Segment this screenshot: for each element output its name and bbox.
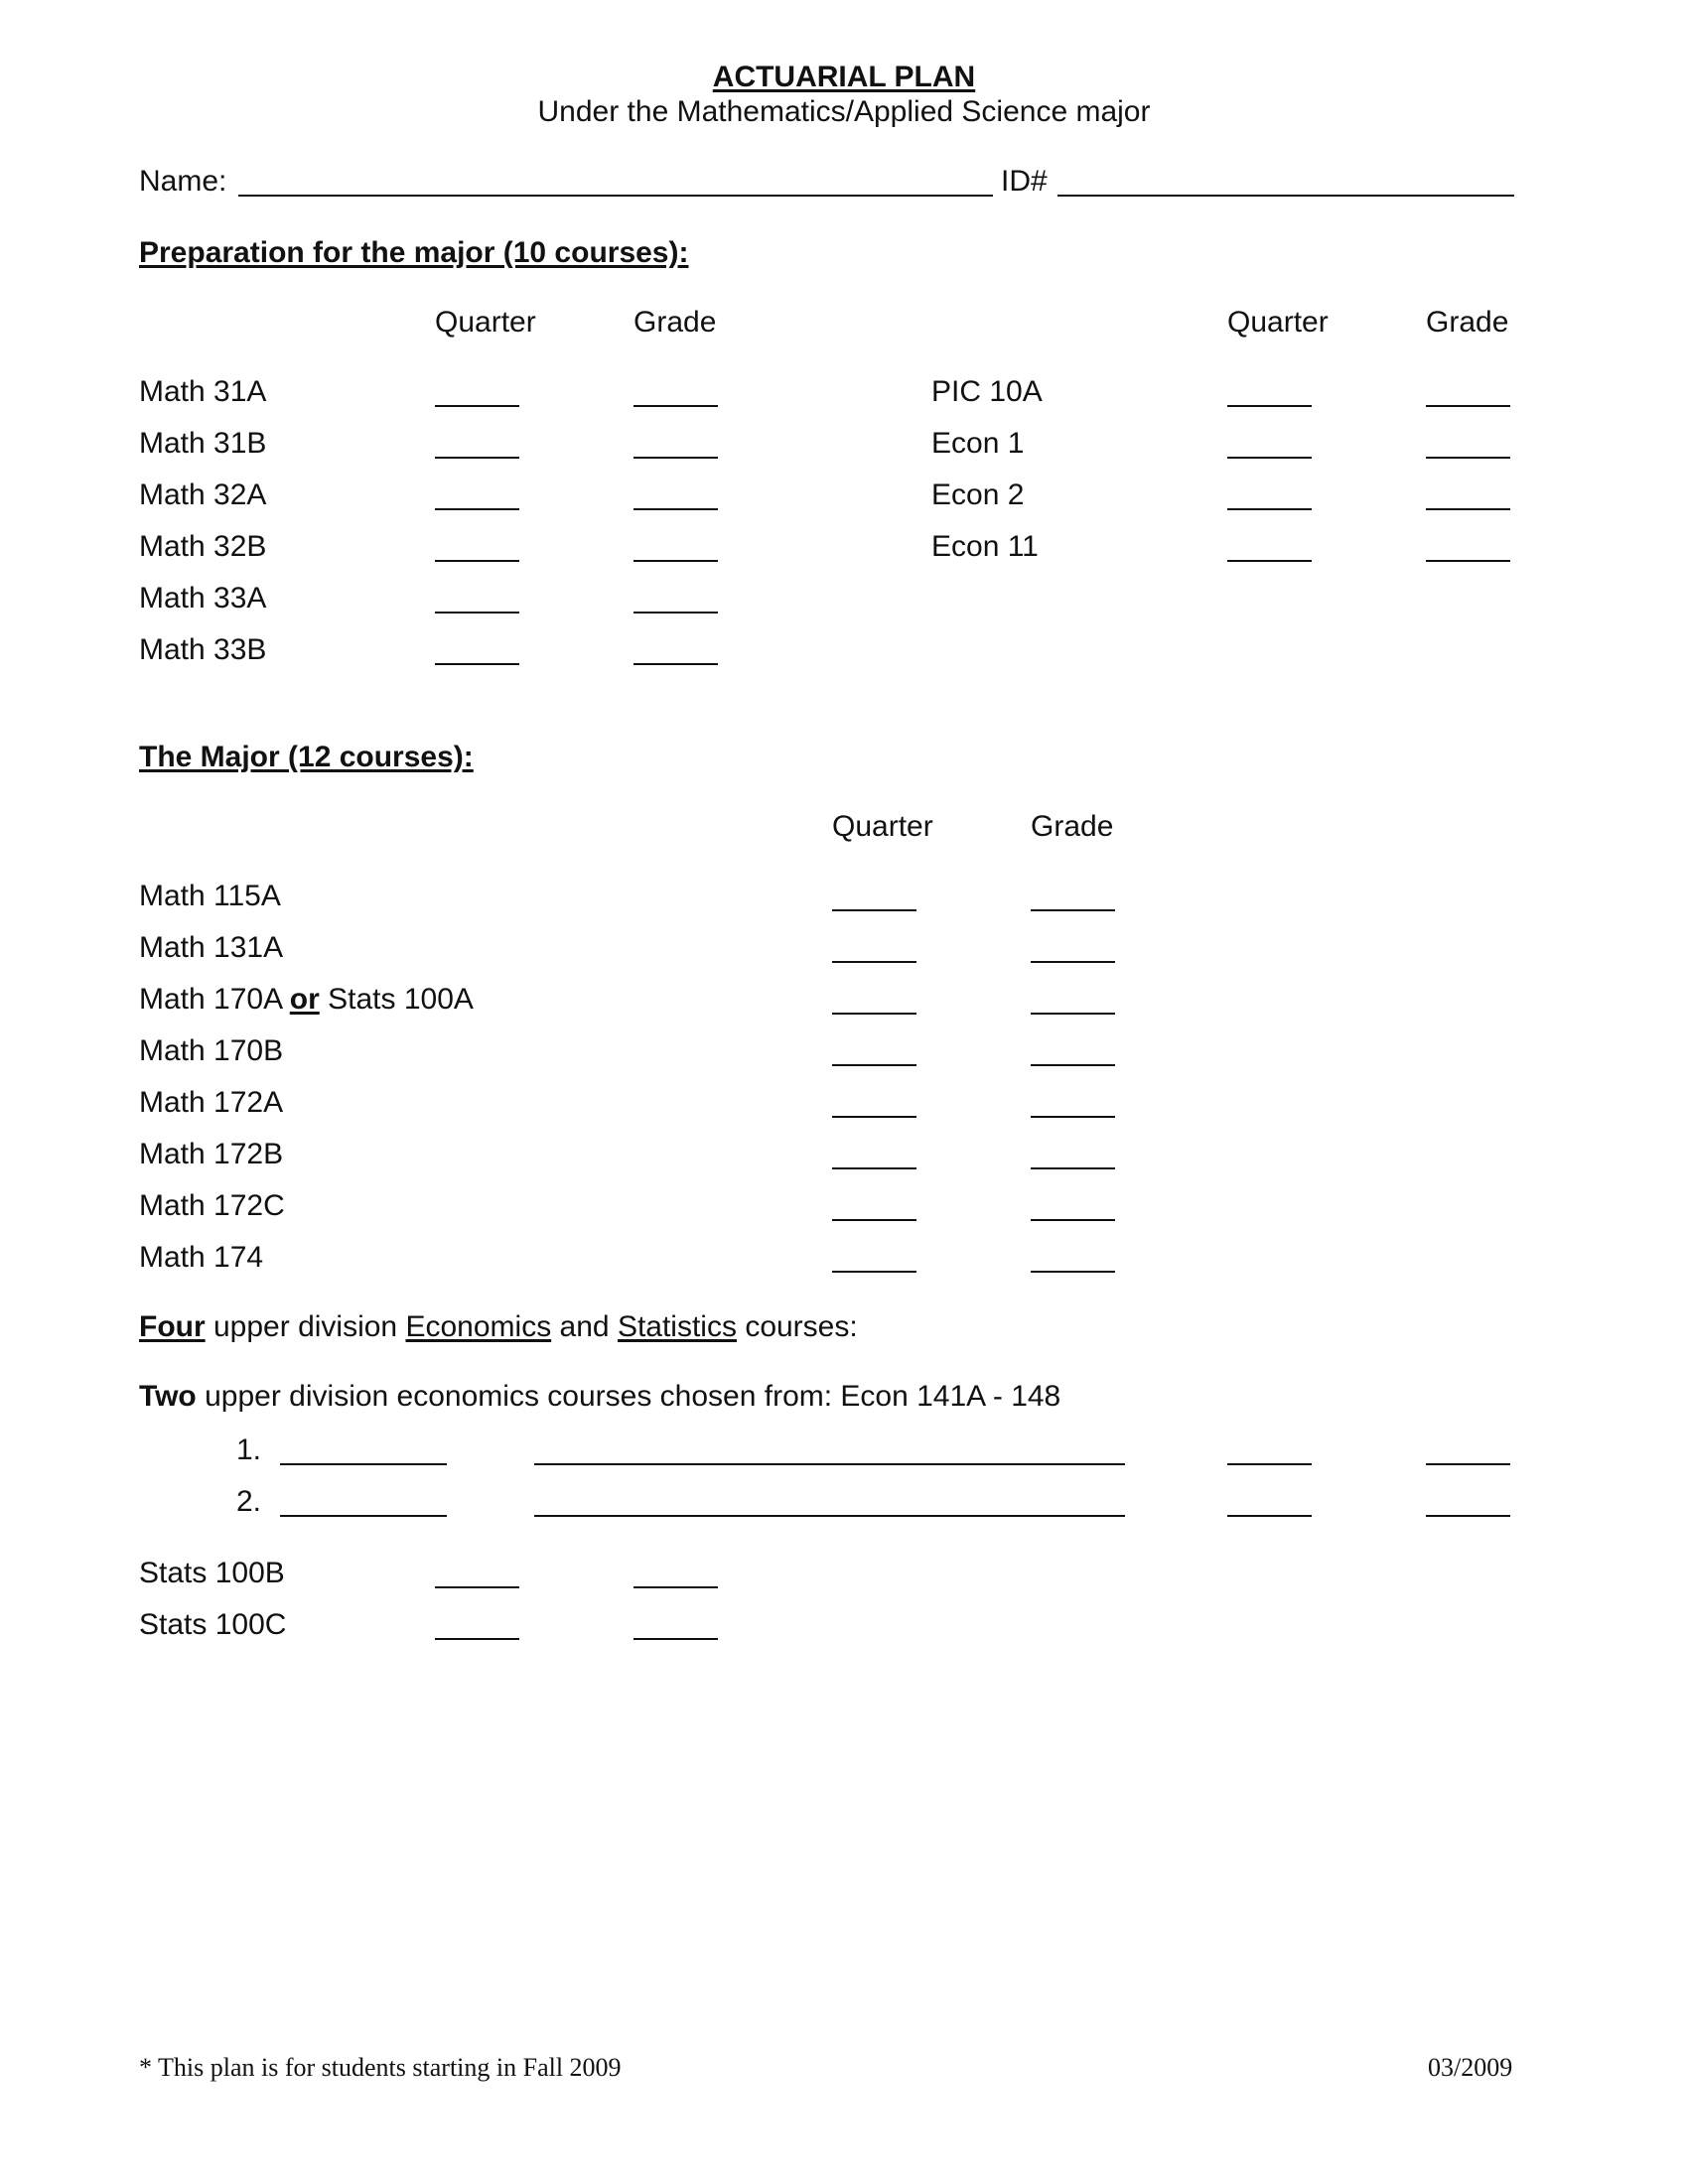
id-field[interactable] [1057, 195, 1514, 197]
course-math-172c: Math 172C [139, 1189, 285, 1222]
course-econ-1: Econ 1 [931, 427, 1025, 460]
quarter-field[interactable] [1227, 508, 1312, 510]
quarter-field[interactable] [1227, 1463, 1312, 1465]
course-math-32b: Math 32B [139, 530, 267, 563]
course-math-31b: Math 31B [139, 427, 267, 460]
course-stats-100c: Stats 100C [139, 1608, 287, 1641]
quarter-field[interactable] [435, 457, 519, 459]
quarter-field[interactable] [1227, 1515, 1312, 1517]
econ-course-number-field[interactable] [280, 1515, 447, 1517]
quarter-field[interactable] [832, 961, 916, 963]
grade-field[interactable] [1031, 1167, 1115, 1169]
econ-text: upper division economics courses chosen from: Econ 141A - 148 [205, 1380, 1061, 1413]
quarter-field[interactable] [435, 663, 519, 665]
quarter-field[interactable] [832, 1271, 916, 1273]
grade-field[interactable] [1031, 1064, 1115, 1066]
econ-course-number-field[interactable] [280, 1463, 447, 1465]
course-math-131a: Math 131A [139, 931, 284, 964]
course-math-172b: Math 172B [139, 1138, 284, 1170]
course-math-174: Math 174 [139, 1241, 264, 1274]
course-math-33b: Math 33B [139, 633, 267, 666]
or-word: or [289, 983, 320, 1016]
id-label: ID# [1001, 165, 1048, 198]
quarter-field[interactable] [435, 612, 519, 614]
major-grade-header: Grade [1031, 810, 1114, 843]
name-label: Name: [139, 165, 227, 198]
footer-date: 03/2009 [1428, 2053, 1513, 2082]
quarter-field[interactable] [1227, 560, 1312, 562]
grade-field[interactable] [633, 612, 718, 614]
major-quarter-header: Quarter [832, 810, 933, 843]
footer-note: * This plan is for students starting in Fall 2009 [139, 2053, 622, 2082]
four-word: Four [139, 1310, 206, 1343]
course-stats-100b: Stats 100B [139, 1557, 285, 1589]
quarter-field[interactable] [435, 508, 519, 510]
quarter-field[interactable] [435, 1586, 519, 1588]
major-heading: The Major (12 courses): [139, 741, 474, 773]
quarter-field[interactable] [832, 1116, 916, 1118]
prep-right-grade-header: Grade [1426, 306, 1509, 339]
course-math-170a: Math 170A [139, 983, 282, 1016]
grade-field[interactable] [1426, 457, 1510, 459]
grade-field[interactable] [1426, 1463, 1510, 1465]
upper-text: upper division [213, 1310, 398, 1343]
course-math-33a: Math 33A [139, 582, 267, 614]
courses-word: courses: [745, 1310, 858, 1343]
grade-field[interactable] [633, 1586, 718, 1588]
econ-course-title-field[interactable] [534, 1515, 1125, 1517]
grade-field[interactable] [1031, 1219, 1115, 1221]
page-title: ACTUARIAL PLAN [712, 61, 976, 93]
course-stats-100a: Stats 100A [328, 983, 474, 1016]
econ-course-title-field[interactable] [534, 1463, 1125, 1465]
page-subtitle: Under the Mathematics/Applied Science major [537, 95, 1151, 128]
grade-field[interactable] [633, 1638, 718, 1640]
course-math-31a: Math 31A [139, 375, 267, 408]
prep-left-quarter-header: Quarter [435, 306, 536, 339]
course-math-170b: Math 170B [139, 1034, 284, 1067]
quarter-field[interactable] [832, 1167, 916, 1169]
quarter-field[interactable] [832, 909, 916, 911]
course-math-170a-or-stats-100a [139, 985, 474, 1015]
quarter-field[interactable] [1227, 405, 1312, 407]
grade-field[interactable] [1031, 1116, 1115, 1118]
quarter-field[interactable] [435, 560, 519, 562]
grade-field[interactable] [1031, 1271, 1115, 1273]
prep-right-quarter-header: Quarter [1227, 306, 1329, 339]
grade-field[interactable] [1031, 909, 1115, 911]
quarter-field[interactable] [832, 1013, 916, 1015]
grade-field[interactable] [1426, 508, 1510, 510]
prep-left-grade-header: Grade [633, 306, 717, 339]
upper-division-line [139, 1312, 858, 1342]
grade-field[interactable] [633, 405, 718, 407]
course-math-32a: Math 32A [139, 478, 267, 511]
quarter-field[interactable] [832, 1064, 916, 1066]
grade-field[interactable] [633, 508, 718, 510]
name-field[interactable] [238, 195, 993, 197]
quarter-field[interactable] [1227, 457, 1312, 459]
statistics-word: Statistics [617, 1310, 737, 1343]
preparation-heading: Preparation for the major (10 courses): [139, 236, 689, 269]
econ-item-2-number: 2. [236, 1485, 262, 1518]
course-econ-2: Econ 2 [931, 478, 1025, 511]
grade-field[interactable] [633, 663, 718, 665]
econ-line [139, 1382, 1060, 1412]
quarter-field[interactable] [435, 405, 519, 407]
grade-field[interactable] [1031, 1013, 1115, 1015]
grade-field[interactable] [1426, 1515, 1510, 1517]
course-pic-10a: PIC 10A [931, 375, 1043, 408]
course-econ-11: Econ 11 [931, 530, 1039, 563]
grade-field[interactable] [633, 560, 718, 562]
two-word: Two [139, 1380, 197, 1413]
grade-field[interactable] [1426, 560, 1510, 562]
grade-field[interactable] [1031, 961, 1115, 963]
economics-word: Economics [405, 1310, 552, 1343]
quarter-field[interactable] [832, 1219, 916, 1221]
course-math-172a: Math 172A [139, 1086, 284, 1119]
course-math-115a: Math 115A [139, 880, 281, 912]
econ-item-1-number: 1. [236, 1433, 262, 1466]
grade-field[interactable] [633, 457, 718, 459]
grade-field[interactable] [1426, 405, 1510, 407]
and-word: and [559, 1310, 610, 1343]
quarter-field[interactable] [435, 1638, 519, 1640]
